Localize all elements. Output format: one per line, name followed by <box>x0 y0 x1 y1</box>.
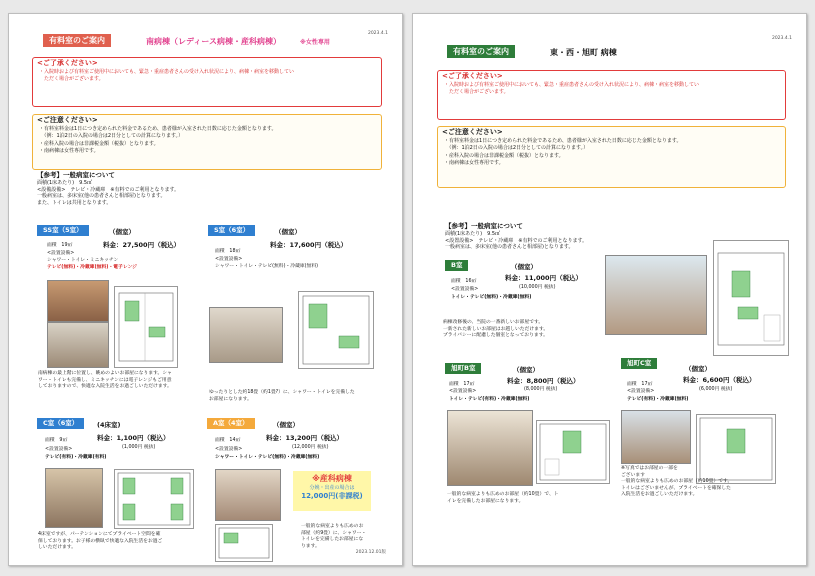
caption-line: 病棟改修後の、当院の一番新しいお部屋です。 <box>443 320 544 325</box>
room-c-caption <box>38 532 162 552</box>
caption-line: ります。 <box>301 543 320 549</box>
page-date: 2023.4.1 <box>771 36 792 41</box>
caption-line: 一般的な病室よりも広めのお部屋（約10畳）です。 <box>621 479 733 485</box>
womens-only-label: ※女性専用 <box>300 39 330 46</box>
caption-line: 一新された新しいお部屋はお越しいただけます。 <box>443 326 549 332</box>
room-b-fee: 料金：11,000円（税込） <box>505 274 583 282</box>
acknowledge-title: <ご了承ください> <box>37 59 98 67</box>
maternity-title: ※産科病棟 <box>312 474 352 483</box>
room-c-fee: 料金：1,100円（税込） <box>97 434 170 442</box>
room-c-equip-label: <設置設備> <box>45 447 73 452</box>
caption-line: ワー・トイレも完備し、ミニキッチンには電子レンジもご用意 <box>38 377 172 383</box>
reference-block <box>445 222 587 251</box>
page-date: 2023.4.1 <box>367 31 388 36</box>
room-b-name: B室 <box>445 260 468 271</box>
caption-line: 部屋（約9畳）に、シャワー・ <box>301 530 367 536</box>
room-a-name: A室（4室） <box>207 418 255 429</box>
footer-date: 2023.12.01版 <box>355 550 386 555</box>
room-a-caption <box>301 524 366 550</box>
room-a-type: （個室） <box>273 421 299 429</box>
reference-title: 【参考】一般病室について <box>445 222 523 230</box>
room-a-floorplan <box>215 524 273 562</box>
room-ss-equip1: シャワー・トイレ・ミニキッチン <box>47 258 119 263</box>
acknowledge-line: ・入院時および有料室ご使用中においても、緊急・重症患者さんの受け入れ状況により、病棟・病室を移動してい <box>39 68 295 75</box>
reference-block <box>37 171 179 206</box>
room-b-photo <box>605 255 707 335</box>
room-ss-photo-1 <box>47 280 109 322</box>
caution-line: ・南病棟は女性専用です。 <box>39 148 99 154</box>
room-asahi-c-equip1: テレビ(有料)・冷蔵庫(無料) <box>627 397 689 402</box>
room-b-equip1: トイレ・テレビ(無料)・冷蔵庫(無料) <box>451 295 532 300</box>
acknowledge-line: ・入院時および有料室ご使用中においても、緊急・重症患者さんの受け入れ状況により、病棟・病室を移動してい <box>444 81 700 88</box>
caption-line: お部屋になります。 <box>209 396 252 402</box>
reference-line: <設置設備> テレビ・冷蔵庫 ※有料でのご利用となります。 <box>445 237 588 244</box>
caution-line: ・有料室料金は1日につき定められた料金であるため、患者様が入室された日数に応じた金額となります。 <box>444 137 682 144</box>
room-s-area: 面積 18㎡ <box>215 249 241 254</box>
room-c-floorplan <box>114 469 194 529</box>
room-b-tax: (10,000円 税抜) <box>519 285 556 290</box>
caption-line: ございます <box>621 472 645 478</box>
room-asahi-c-type: （個室） <box>685 365 711 373</box>
reference-title: 【参考】一般病室について <box>37 171 115 179</box>
room-a-photo <box>215 469 281 521</box>
caption-line: 保しております。お子様の横臥で快適な入院生活をお過ご <box>38 538 163 544</box>
room-ss-type: （個室） <box>109 228 135 236</box>
acknowledge-box <box>32 57 382 107</box>
caution-title: <ご注意ください> <box>37 116 98 124</box>
room-s-type: （個室） <box>275 228 301 236</box>
room-asahi-b-tax: (8,000円 税抜) <box>524 387 558 392</box>
room-b-caption <box>443 320 548 340</box>
room-s-caption <box>209 390 355 403</box>
maternity-callout <box>293 471 371 511</box>
room-ss-photo-2 <box>47 322 109 368</box>
caption-line: 一般的な病室よりも広めのお <box>301 524 364 529</box>
page-header: 有料室のご案内 <box>43 34 111 47</box>
room-c-area: 面積 9㎡ <box>45 438 68 443</box>
room-s-floorplan <box>298 291 374 369</box>
room-asahi-c-equip-label: <設置設備> <box>627 389 655 394</box>
caution-line: （例：1泊2日の入院の場合は2日分としての計算になります。） <box>39 133 184 139</box>
caution-line: （例：1泊2日の入院の場合は2日分としての計算になります。） <box>444 145 589 151</box>
room-s-fee: 料金：17,600円（税込） <box>270 241 348 249</box>
room-asahi-b-photo <box>447 410 533 486</box>
room-s-equip-label: <設置設備> <box>215 257 243 262</box>
caption-line: プライバシーに配慮した個室となっております。 <box>443 333 548 339</box>
room-asahi-b-name: 旭町B室 <box>445 363 481 374</box>
room-s-equip1: シャワー・トイレ・テレビ(無料)・冷蔵庫(無料) <box>215 264 318 269</box>
reference-line: 面積(1床あたり) 9.5㎡ <box>445 231 501 237</box>
room-asahi-b-equip1: トイレ・テレビ(有料)・冷蔵庫(無料) <box>449 397 530 402</box>
caution-line: ・有料室料金は1日につき定められた料金であるため、患者様が入室された日数に応じた金額となります。 <box>39 125 277 132</box>
page-header: 有料室のご案内 <box>447 45 515 58</box>
room-asahi-b-floorplan <box>536 420 610 484</box>
floorplan-drawing <box>714 241 788 355</box>
caption-line: しておりますので、快適な入院生活をお過ごしいただけます。 <box>38 384 172 390</box>
left-page <box>8 13 403 566</box>
reference-line: 面積(1床あたり) 9.5㎡ <box>37 180 93 186</box>
room-c-tax: (1,000円 税抜) <box>122 445 156 450</box>
room-asahi-b-type: （個室） <box>513 366 539 374</box>
room-asahi-c-photo <box>621 410 691 464</box>
ward-subtitle: 東・西・旭町 病棟 <box>550 48 617 57</box>
room-b-floorplan <box>713 240 789 356</box>
reference-line: 一般病室は、多床室(他の患者さんと相部屋)となります。 <box>37 193 166 199</box>
caution-line: ・産科入院の場合は非課税金額（税抜）となります。 <box>444 152 564 159</box>
acknowledge-title: <ご了承ください> <box>442 72 503 80</box>
ward-subtitle: 南病棟（レディース病棟・産科病棟） <box>146 37 281 46</box>
room-a-fee: 料金：13,200円（税込） <box>266 434 344 442</box>
room-asahi-b-fee: 料金：8,800円（税込） <box>507 377 580 385</box>
room-c-name: C室（6室） <box>37 418 84 429</box>
room-ss-floorplan <box>114 286 178 368</box>
room-a-area: 面積 14㎡ <box>215 438 241 443</box>
room-asahi-c-name: 旭町C室 <box>621 358 657 369</box>
room-ss-equip-label: <設置設備> <box>47 251 75 256</box>
room-asahi-b-area: 面積 17㎡ <box>449 382 475 387</box>
room-c-photo <box>45 468 103 528</box>
room-ss-equip2: テレビ(無料)・冷蔵庫(無料)・電子レンジ <box>47 265 137 270</box>
caution-line: ・産科入院の場合は非課税金額（税抜）となります。 <box>39 140 159 147</box>
reference-line: また、トイレは共用となります。 <box>37 199 112 206</box>
caption-line: 入院生活をお過ごしいただけます。 <box>621 492 698 498</box>
floorplan-drawing <box>537 421 609 483</box>
caption-line: 一般的な病室よりも広めのお部屋（約10畳）で、ト <box>447 492 559 497</box>
caution-box <box>32 114 382 170</box>
room-b-type: （個室） <box>511 263 537 271</box>
room-b-area: 面積 16㎡ <box>451 279 477 284</box>
reference-line: 一般病室は、多床室(他の患者さんと相部屋)となります。 <box>445 244 574 250</box>
caution-line: ・南病棟は女性専用です。 <box>444 160 504 166</box>
floorplan-drawing <box>115 287 177 367</box>
room-ss-area: 面積 19㎡ <box>47 243 73 248</box>
caption-line: トイレを完備したお部屋にな <box>301 537 364 543</box>
floorplan-drawing <box>216 525 272 561</box>
right-page <box>412 13 807 566</box>
caution-box <box>437 126 786 188</box>
room-a-equip-label: <設置設備> <box>215 447 243 452</box>
room-ss-name: SS室（5室） <box>37 225 89 236</box>
caption-line: トイレはございませんが、プライベートを確保した <box>621 485 731 491</box>
room-asahi-c-fee: 料金：6,600円（税込） <box>683 376 756 384</box>
floorplan-drawing <box>299 292 373 368</box>
room-b-equip-label: <設置設備> <box>451 287 479 292</box>
room-asahi-c-tax: (6,000円 税抜) <box>699 387 733 392</box>
room-asahi-b-caption <box>447 492 559 505</box>
room-asahi-c-caption <box>621 466 732 499</box>
maternity-line1: 分娩・出産の場合は <box>309 485 355 491</box>
room-a-equip1: シャワー・トイレ・テレビ(無料)・冷蔵庫(無料) <box>215 455 320 460</box>
caption-line: イレを完備したお部屋になります。 <box>447 498 524 504</box>
maternity-line2: 12,000円(非課税) <box>301 492 363 500</box>
caution-title: <ご注意ください> <box>442 128 503 136</box>
room-asahi-c-area: 面積 17㎡ <box>627 382 653 387</box>
caption-line: しいただけます。 <box>38 545 76 551</box>
caption-line: ゆったりとした約18畳（約1畳?）に、シャワー・トイレを完備した <box>209 390 355 395</box>
floorplan-drawing <box>115 470 193 528</box>
room-s-name: S室（6室） <box>208 225 255 236</box>
room-c-type: (4床室) <box>97 421 121 429</box>
acknowledge-line: ただく場合がございます。 <box>39 76 104 82</box>
acknowledge-box <box>437 70 786 120</box>
reference-line: <設備設備> テレビ・冷蔵庫 ※有料でのご利用となります。 <box>37 186 180 193</box>
room-ss-caption <box>38 371 172 391</box>
room-a-tax: (12,000円 税抜) <box>292 445 329 450</box>
room-c-equip1: テレビ(有料)・冷蔵庫(有料) <box>45 455 107 460</box>
room-s-photo <box>209 307 283 363</box>
acknowledge-line: ただく場合がございます。 <box>444 89 509 95</box>
caption-line: 4床室ですが、パーテンションにてプライベート空間を確 <box>38 532 161 537</box>
caption-line: ※写真ではお部屋の一部を <box>621 466 678 471</box>
caption-line: 南病棟の最上階に位置し、眺めのよいお部屋になります。シャ <box>38 371 172 376</box>
room-asahi-b-equip-label: <設置設備> <box>449 389 477 394</box>
room-ss-fee: 料金：27,500円（税込） <box>103 241 181 249</box>
